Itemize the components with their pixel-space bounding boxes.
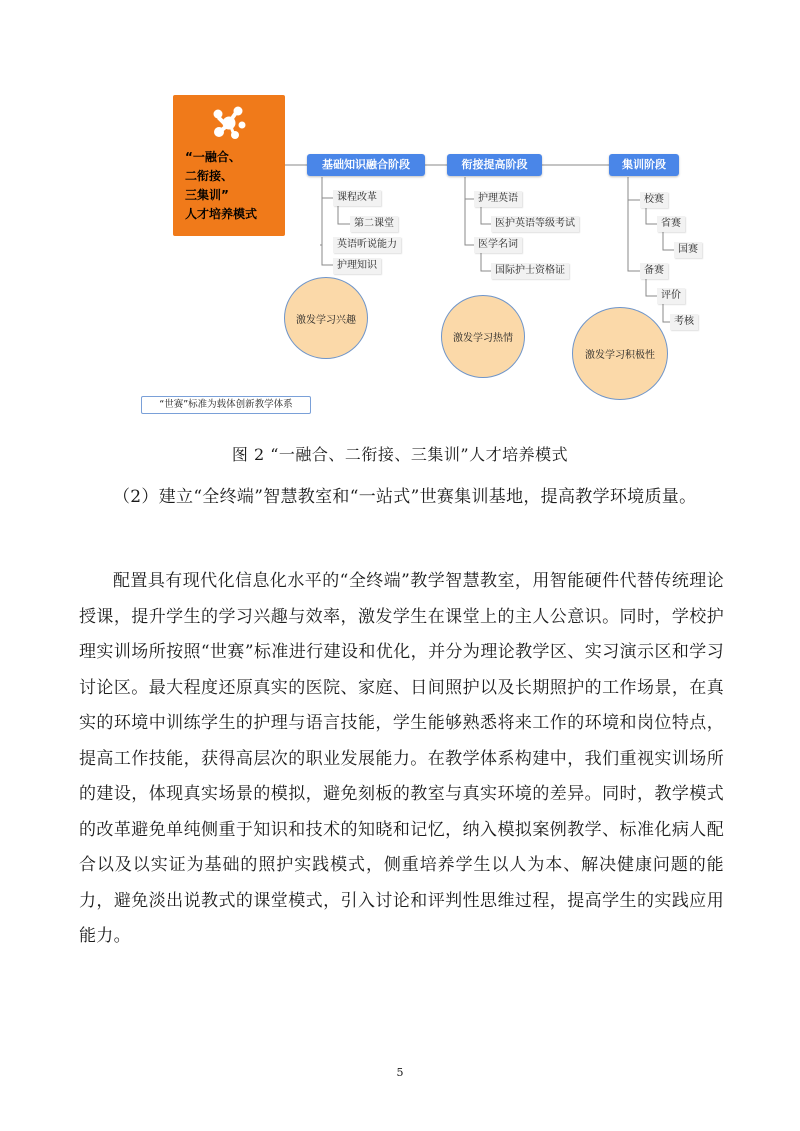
model-title: “一融合、 二衔接、 三集训” 人才培养模式 <box>185 150 258 221</box>
system-label-box: “世赛”标准为载体创新教学体系 <box>141 396 311 414</box>
tree-item: 英语听说能力 <box>333 237 401 253</box>
tree-item: 备赛 <box>640 263 668 279</box>
training-model-diagram <box>0 0 800 430</box>
figure-caption: 图 2 “一融合、二衔接、三集训”人才培养模式 <box>231 445 569 464</box>
tree-item: 护理知识 <box>333 258 381 274</box>
stage-foundation: 基础知识融合阶段 <box>307 154 425 176</box>
molecule-icon <box>209 105 249 141</box>
body-paragraph: 配置具有现代化信息化水平的“全终端”教学智慧教室，用智能硬件代替传统理论授课，提升学生的学习兴趣与效率，激发学生在课堂上的主人公意识。同时，学校护理实训场所按照“世赛”标准进行建设和优化，并分为理论教学区、实习演示区和学习讨论区。最大程度还原真实的医院、家庭、日间照护以及长期照护的工作场景，在真实的环境中训练学生的护理与语言技能，学生能够熟悉将来工作的环境和岗位特点，提高工作技能，获得高层次的职业发展能力。在教学体系构建中，我们重视实训场所的建设，体现真实场景的模拟，避免刻板的教室与真实环境的差异。同时，教学模式的改革避免单纯侧重于知识和技术的知晓和记忆，纳入模拟案例教学、标准化病人配合以及以实证为基础的照护实践模式，侧重培养学生以人为本、解决健康问题的能力，避免淡出说教式的课堂模式，引入讨论和评判性思维过程，提高学生的实践应用能力。 <box>79 571 724 946</box>
goal-circle-enthusiasm: 激发学习热情 <box>441 295 525 378</box>
goal-circle-interest: 激发学习兴趣 <box>284 277 368 359</box>
stage-bridging: 衔接提高阶段 <box>447 154 542 176</box>
stage-training: 集训阶段 <box>609 154 679 176</box>
tree-item: 国际护士资格证 <box>491 263 569 279</box>
tree-item: 考核 <box>670 314 698 330</box>
tree-item: 评价 <box>657 288 685 304</box>
tree-item: 医学名词 <box>474 237 522 253</box>
goal-circle-motivation: 激发学习积极性 <box>572 307 668 400</box>
tree-item: 第二课堂 <box>350 216 398 232</box>
model-title-box <box>173 95 285 236</box>
tree-item: 课程改革 <box>333 190 381 206</box>
page-number: 5 <box>396 1066 404 1079</box>
section-heading: （2）建立“全终端”智慧教室和“一站式”世赛集训基地，提高教学环境质量。 <box>113 487 697 507</box>
tree-item: 省赛 <box>657 216 685 232</box>
tree-item: 校赛 <box>640 192 668 208</box>
diagram-connectors <box>0 0 800 430</box>
tree-item: 国赛 <box>674 242 702 258</box>
tree-item: 医护英语等级考试 <box>491 216 579 232</box>
tree-item: 护理英语 <box>474 191 522 207</box>
